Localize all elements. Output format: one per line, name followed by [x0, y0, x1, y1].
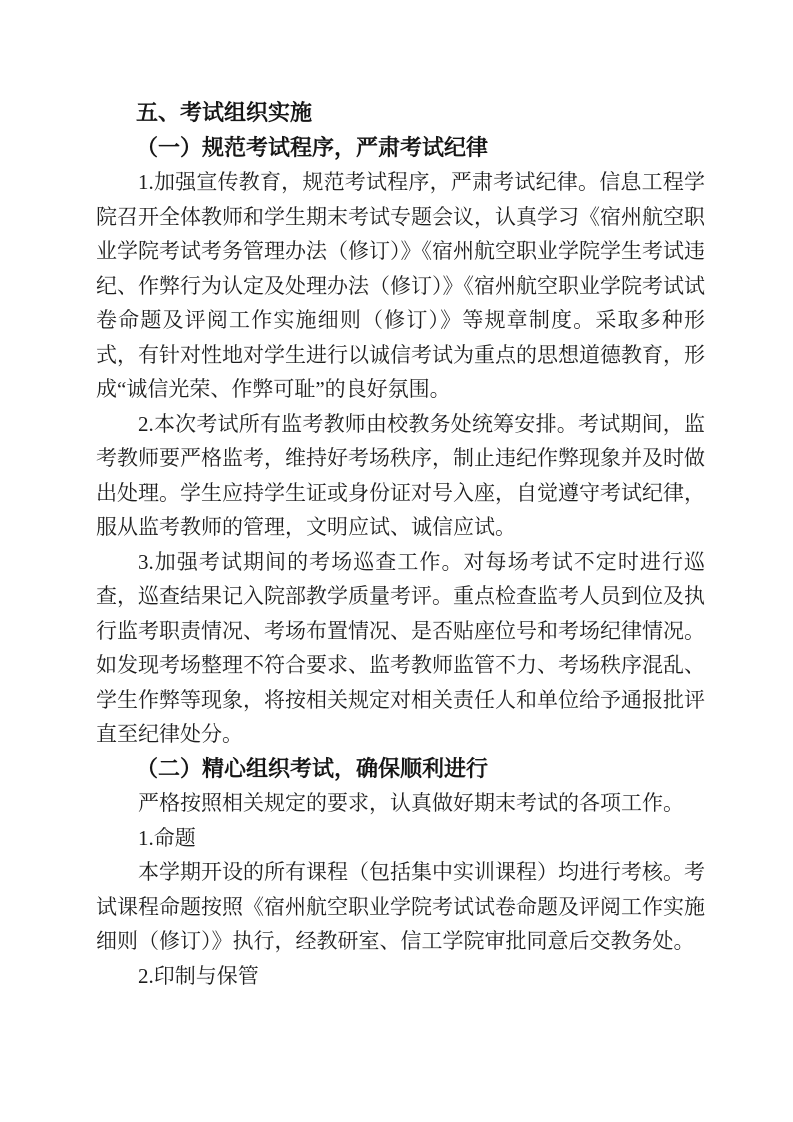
paragraph: 2.印制与保管: [138, 963, 259, 988]
paragraph: 2.本次考试所有监考教师由校教务处统筹安排。考试期间，监考教师要严格监考，维持好考场秩序，制止违纪作弊现象并及时做出处理。学生应持学生证或身份证对号入座，自觉遵守考试纪律，服从监考教师的管理，文明应试、诚信应试。: [96, 411, 705, 539]
paragraph: 3.加强考试期间的考场巡查工作。对每场考试不定时进行巡查，巡查结果记入院部教学质量考评。重点检查监考人员到位及执行监考职责情况、考场布置情况、是否贴座位号和考场纪律情况。如发现考场整理不符合要求、监考教师监管不力、考场秩序混乱、学生作弊等现象，将按相关规定对相关责任人和单位给予通报批评直至纪律处分。: [96, 549, 705, 746]
paragraph: 1.加强宣传教育，规范考试程序，严肃考试纪律。信息工程学院召开全体教师和学生期末考试专题会议，认真学习《宿州航空职业学院考试考务管理办法（修订）》《宿州航空职业学院学生考试违纪、作弊行为认定及处理办法（修订）》《宿州航空职业学院考试试卷命题及评阅工作实施细则（修订）》等规章制度。采取多种形式，有针对性地对学生进行以诚信考试为重点的思想道德教育，形成“诚信光荣、作弊可耻”的良好氛围。: [96, 170, 705, 401]
section-heading: 五、考试组织实施: [136, 100, 313, 125]
document-content: [96, 96, 705, 993]
section-heading: （一）规范考试程序，严肃考试纪律: [136, 134, 489, 160]
paragraph: 严格按照相关规定的要求，认真做好期末考试的各项工作。: [138, 791, 684, 815]
paragraph: 1.命题: [138, 825, 196, 850]
section-heading: （二）精心组织考试，确保顺利进行: [136, 755, 489, 781]
paragraph: 本学期开设的所有课程（包括集中实训课程）均进行考核。考试课程命题按照《宿州航空职业学院考试试卷命题及评阅工作实施细则（修订）》执行，经教研室、信工学院审批同意后交教务处。: [96, 860, 705, 953]
